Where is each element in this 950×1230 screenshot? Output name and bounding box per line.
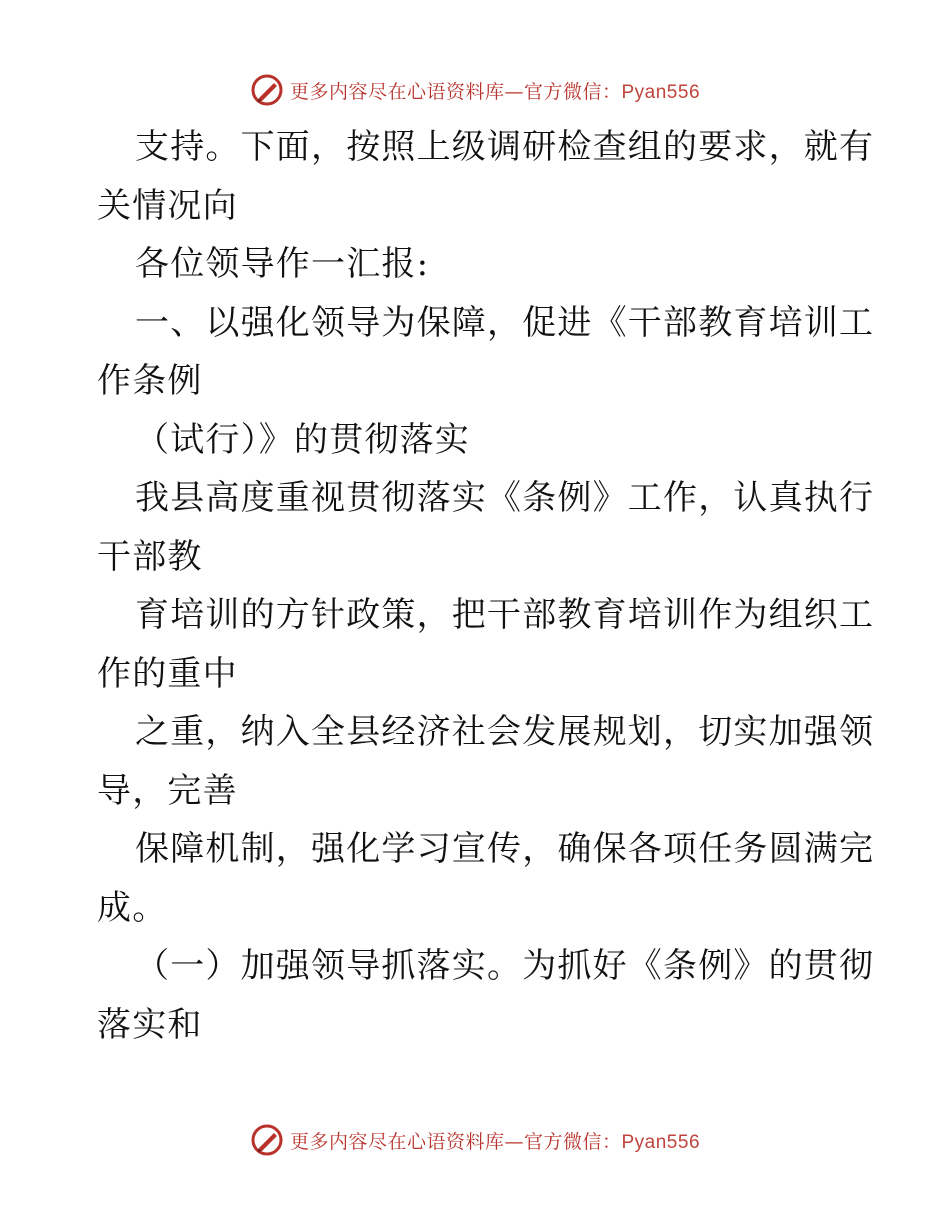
footer-text: 更多内容尽在心语资料库—官方微信：Pyan556 (289, 1130, 701, 1153)
text-line: 作的重中 (97, 653, 238, 694)
header-text: 更多内容尽在心语资料库—官方微信：Pyan556 (289, 80, 701, 103)
text-line: 一、以强化领导为保障，促进《干部教育培训工 (135, 302, 875, 343)
text-line: （一）加强领导抓落实。为抓好《条例》的贯彻 (135, 946, 875, 986)
text-line: 保障机制，强化学习宣传，确保各项任务圆满完 (135, 829, 875, 869)
text-line: 之重，纳入全县经济社会发展规划，切实加强领 (135, 712, 875, 752)
pen-logo-icon (250, 73, 284, 107)
document-body (97, 118, 875, 1054)
text-line: 支持。下面，按照上级调研检查组的要求，就有 (135, 127, 875, 167)
text-line: 作条例 (97, 361, 203, 401)
footer-wechat-id: Pyan556 (621, 1131, 701, 1153)
footer-banner (0, 1120, 950, 1160)
text-line: 成。 (97, 887, 168, 928)
text-line: 我县高度重视贯彻落实《条例》工作，认真执行 (135, 478, 875, 518)
text-line: 落实和 (97, 1004, 203, 1045)
text-line: 各位领导作一汇报: (135, 244, 430, 284)
text-line: （试行）》的贯彻落实 (135, 419, 470, 460)
header-wechat-id: Pyan556 (621, 81, 701, 103)
text-line: 育培训的方针政策，把干部教育培训作为组织工 (135, 595, 875, 635)
text-line: 关情况向 (97, 185, 238, 226)
text-line: 干部教 (97, 536, 203, 577)
header-banner (0, 70, 950, 110)
pen-logo-icon (250, 1123, 284, 1157)
text-line: 导，完善 (97, 770, 238, 811)
